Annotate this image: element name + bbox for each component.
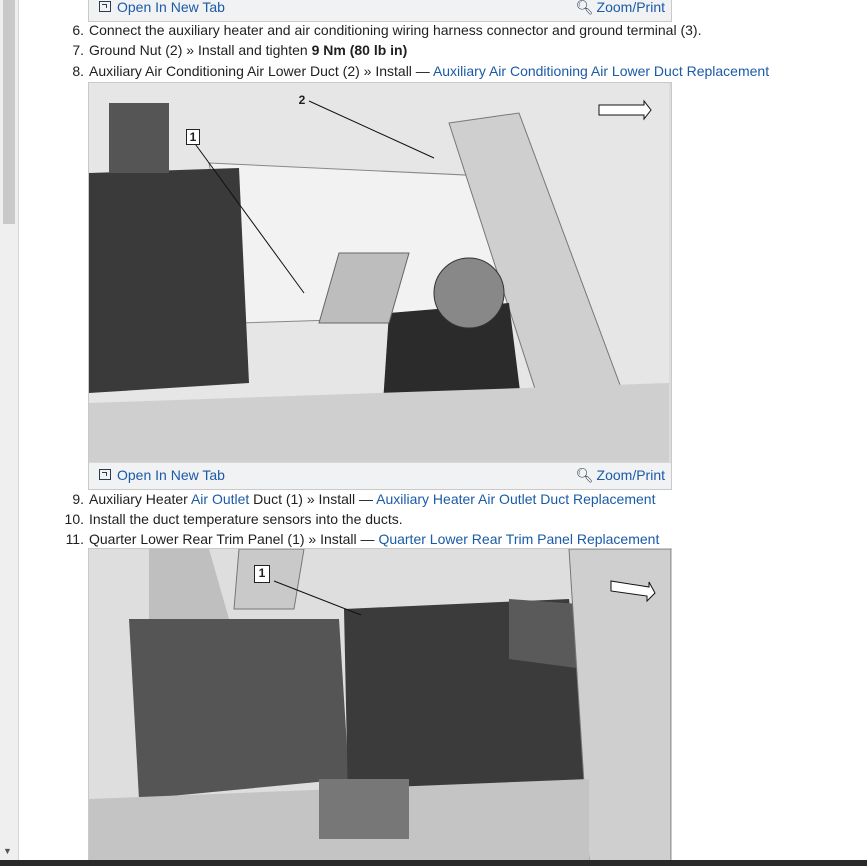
scroll-down-arrow-icon[interactable]: ▼ — [3, 846, 12, 856]
zoom-print-link[interactable]: 🔍︎ Zoom/Print — [575, 467, 665, 483]
air-outlet-duct-replacement-link[interactable]: Auxiliary Heater Air Outlet Duct Replacement — [376, 491, 656, 507]
vertical-scrollbar[interactable] — [0, 0, 19, 866]
open-new-tab-link[interactable]: Open In New Tab — [99, 467, 225, 483]
open-new-tab-icon — [99, 1, 111, 12]
figure-2-illustration[interactable] — [89, 549, 671, 861]
figure-2 — [88, 548, 672, 862]
figure-1 — [88, 82, 672, 490]
figure-1-toolbar — [89, 462, 671, 489]
open-new-tab-icon — [99, 469, 111, 480]
vehicle-interior-diagram — [89, 83, 671, 463]
procedure-content: Open In New Tab 🔍︎ Zoom/Print 6. Connect the auxiliary heater and air conditioning wiring harness connector and ground terminal (3). 7. Ground Nut (2) » Install and tighten 9 Nm (80 lb in) 8. Auxiliary Air Conditioning Air Lower Duct (2) » Install — Auxiliary Air Conditioning Air Lower Duct Replacement 1 2 Open In New Tab 🔍︎ Zoom/Print 9. Auxiliary Heater Air Outlet Duct (1) » Install — Auxiliary Heater Air Outlet Duct Replacement 10. Install the duct temperature sensors into the ducts. 11. Quarter Lower Rear Trim Panel (1) » Install — Quarter Lower Rear Trim Panel Replacement 1 — [18, 0, 867, 860]
figure-1-callout-1: 1 — [186, 129, 200, 145]
figure-2-callout-1: 1 — [254, 565, 270, 583]
zoom-icon: 🔍︎ — [575, 467, 594, 483]
window-bottom-edge — [0, 860, 867, 866]
figure-1-callout-2: 2 — [298, 93, 306, 107]
quarter-trim-panel-replacement-link[interactable]: Quarter Lower Rear Trim Panel Replacement — [378, 531, 660, 547]
figure-1-illustration[interactable] — [89, 83, 671, 463]
torque-spec: 9 Nm (80 lb in) — [311, 42, 408, 58]
zoom-icon: 🔍︎ — [575, 0, 594, 15]
scrollbar-thumb[interactable] — [3, 0, 15, 224]
air-outlet-glossary-link[interactable]: Air Outlet — [190, 491, 250, 507]
zoom-print-link-top[interactable]: 🔍︎ Zoom/Print — [575, 0, 665, 15]
figure-toolbar-top — [88, 0, 672, 22]
lower-duct-replacement-link[interactable]: Auxiliary Air Conditioning Air Lower Duct Replacement — [432, 63, 770, 79]
open-new-tab-link-top[interactable]: Open In New Tab — [99, 0, 225, 15]
cargo-area-diagram — [89, 549, 671, 861]
